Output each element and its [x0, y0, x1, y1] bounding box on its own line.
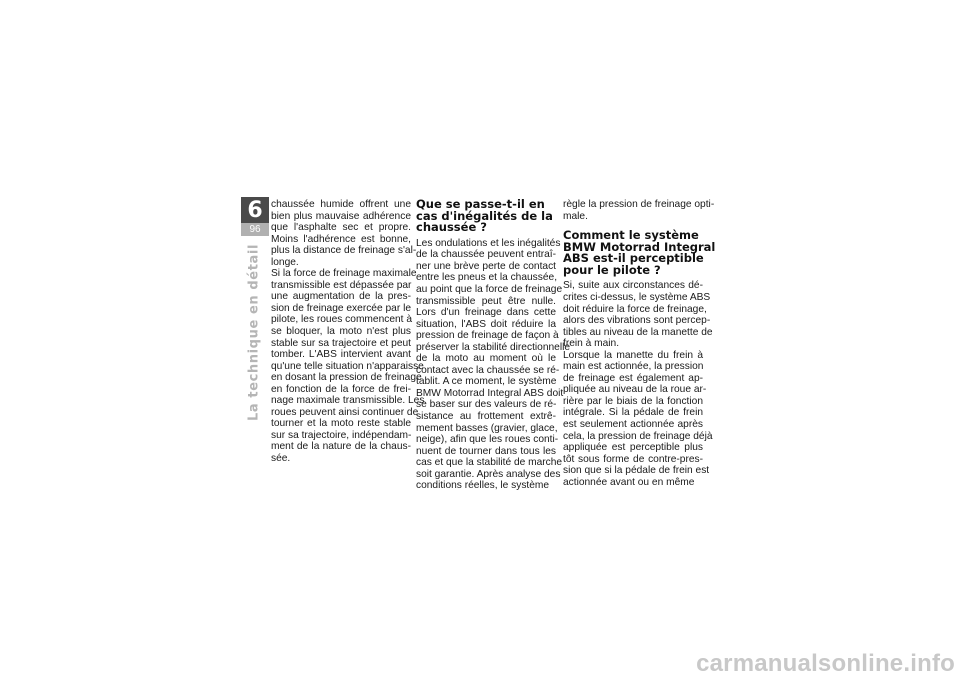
heading-line: chaussée ?	[416, 220, 487, 235]
chapter-title: La technique en détail	[246, 243, 262, 421]
heading-line: Comment le système	[563, 228, 699, 243]
text-line: tomber. L'ABS intervient avant	[271, 349, 411, 361]
text-line: neige), afin que les roues conti-	[416, 434, 559, 446]
text-line: doit réduire la force de freinage,	[563, 303, 707, 315]
text-line: rière par le biais de la fonction	[563, 395, 703, 407]
text-line: bien plus mauvaise adhérence	[271, 210, 411, 222]
text-column-2	[416, 197, 571, 492]
text-line: tourner et la moto reste stable	[271, 418, 411, 430]
text-line: actionnée avant ou en même	[563, 476, 695, 488]
heading-line: pour le pilote ?	[563, 262, 661, 277]
text-line: préserver la stabilité directionnelle	[416, 341, 571, 353]
text-line: en fonction de la force de frei-	[271, 383, 411, 395]
watermark: carmanualsonline.info	[696, 650, 955, 677]
text-line: ner une brève perte de contact	[416, 260, 556, 272]
text-line: cela, la pression de freinage déjà	[563, 430, 713, 442]
text-line: nuent de tourner dans tous les	[416, 445, 556, 457]
text-line: cas et que la stabilité de marche	[416, 457, 563, 469]
heading-line: Que se passe-t-il en	[416, 197, 545, 211]
heading-line: cas d'inégalités de la	[416, 208, 553, 223]
text-line: contact avec la chaussée se ré-	[416, 364, 560, 376]
text-line: Moins l'adhérence est bonne,	[271, 233, 411, 245]
text-line: entre les pneus et la chaussée,	[416, 272, 558, 284]
text-line: Si, suite aux circonstances dé-	[563, 280, 703, 292]
text-line: se baser sur des valeurs de ré-	[416, 399, 557, 411]
text-line: une augmentation de la pres-	[271, 291, 411, 303]
text-line: chaussée humide offrent une	[271, 199, 411, 210]
text-line: soit garantie. Après analyse des	[416, 468, 561, 480]
text-line: de la chaussée peuvent entraî-	[416, 249, 556, 261]
text-line: est seulement actionnée après	[563, 419, 703, 431]
text-line: crites ci-dessus, le système ABS	[563, 292, 711, 304]
text-line: tôt sous forme de contre-pres-	[563, 453, 703, 465]
text-line: de freinage est également ap-	[563, 372, 703, 384]
text-line: Si la force de freinage maximale	[271, 268, 417, 280]
text-line: male.	[563, 210, 588, 222]
text-line: nage maximale transmissible. Les	[271, 395, 425, 407]
text-line: sée.	[271, 453, 291, 465]
text-line: Les ondulations et les inégalités	[416, 237, 561, 249]
text-line: stable sur sa trajectoire et peut	[271, 337, 411, 349]
text-column-1	[271, 199, 425, 465]
heading-line: BMW Motorrad Integral	[563, 239, 716, 254]
text-line: plus la distance de freinage s'al-	[271, 245, 417, 257]
text-line: ment de la nature de la chaus-	[271, 441, 411, 453]
text-line: se bloquer, la moto n'est plus	[271, 326, 411, 338]
text-line: au point que la force de freinage	[416, 283, 563, 295]
text-line: que l'asphalte sec et propre.	[271, 222, 411, 234]
text-line: conditions réelles, le système	[416, 480, 550, 492]
text-line: qu'une telle situation n'apparaisse	[271, 360, 424, 372]
chapter-tab	[241, 197, 269, 236]
text-line: situation, l'ABS doit réduire la	[416, 318, 556, 330]
text-line: pression de freinage de façon à	[416, 330, 559, 342]
text-line: sion que si la pédale de frein est	[563, 465, 710, 477]
text-line: de la moto au moment où le	[416, 353, 556, 365]
text-line: Lorsque la manette du frein à	[563, 349, 703, 361]
chapter-number: 6	[241, 197, 269, 223]
text-line: intégrale. Si la pédale de frein	[563, 407, 703, 419]
text-line: sur sa trajectoire, indépendam-	[271, 429, 412, 441]
section-heading	[563, 228, 716, 277]
text-line: règle la pression de freinage opti-	[563, 199, 715, 210]
text-column-3	[563, 199, 716, 488]
text-line: en dosant la pression de freinage	[271, 372, 422, 384]
text-line: mement basses (gravier, glace,	[416, 422, 558, 434]
text-line: pliquée au niveau de la roue ar-	[563, 384, 707, 396]
text-line: longe.	[271, 256, 299, 268]
text-line: roues peuvent ainsi continuer de	[271, 406, 419, 418]
page-number: 96	[241, 223, 269, 236]
text-line: main est actionnée, la pression	[563, 361, 704, 373]
text-line: pilote, les roues commencent à	[271, 314, 412, 326]
text-line: alors des vibrations sont percep-	[563, 315, 711, 327]
text-line: BMW Motorrad Integral ABS doit	[416, 387, 564, 399]
text-line: tablit. A ce moment, le système	[416, 376, 557, 388]
text-line: Lors d'un freinage dans cette	[416, 307, 556, 319]
text-line: appliquée est perceptible plus	[563, 442, 703, 454]
section-heading	[416, 199, 556, 234]
heading-line: ABS est-il perceptible	[563, 251, 704, 266]
text-line: frein à main.	[563, 338, 620, 350]
text-line: tibles au niveau de la manette de	[563, 326, 713, 338]
text-line: sion de freinage exercée par le	[271, 302, 411, 314]
text-line: transmissible est dépassée par	[271, 279, 412, 291]
text-line: sistance au frottement extrê-	[416, 410, 556, 422]
text-line: transmissible peut être nulle.	[416, 295, 556, 307]
